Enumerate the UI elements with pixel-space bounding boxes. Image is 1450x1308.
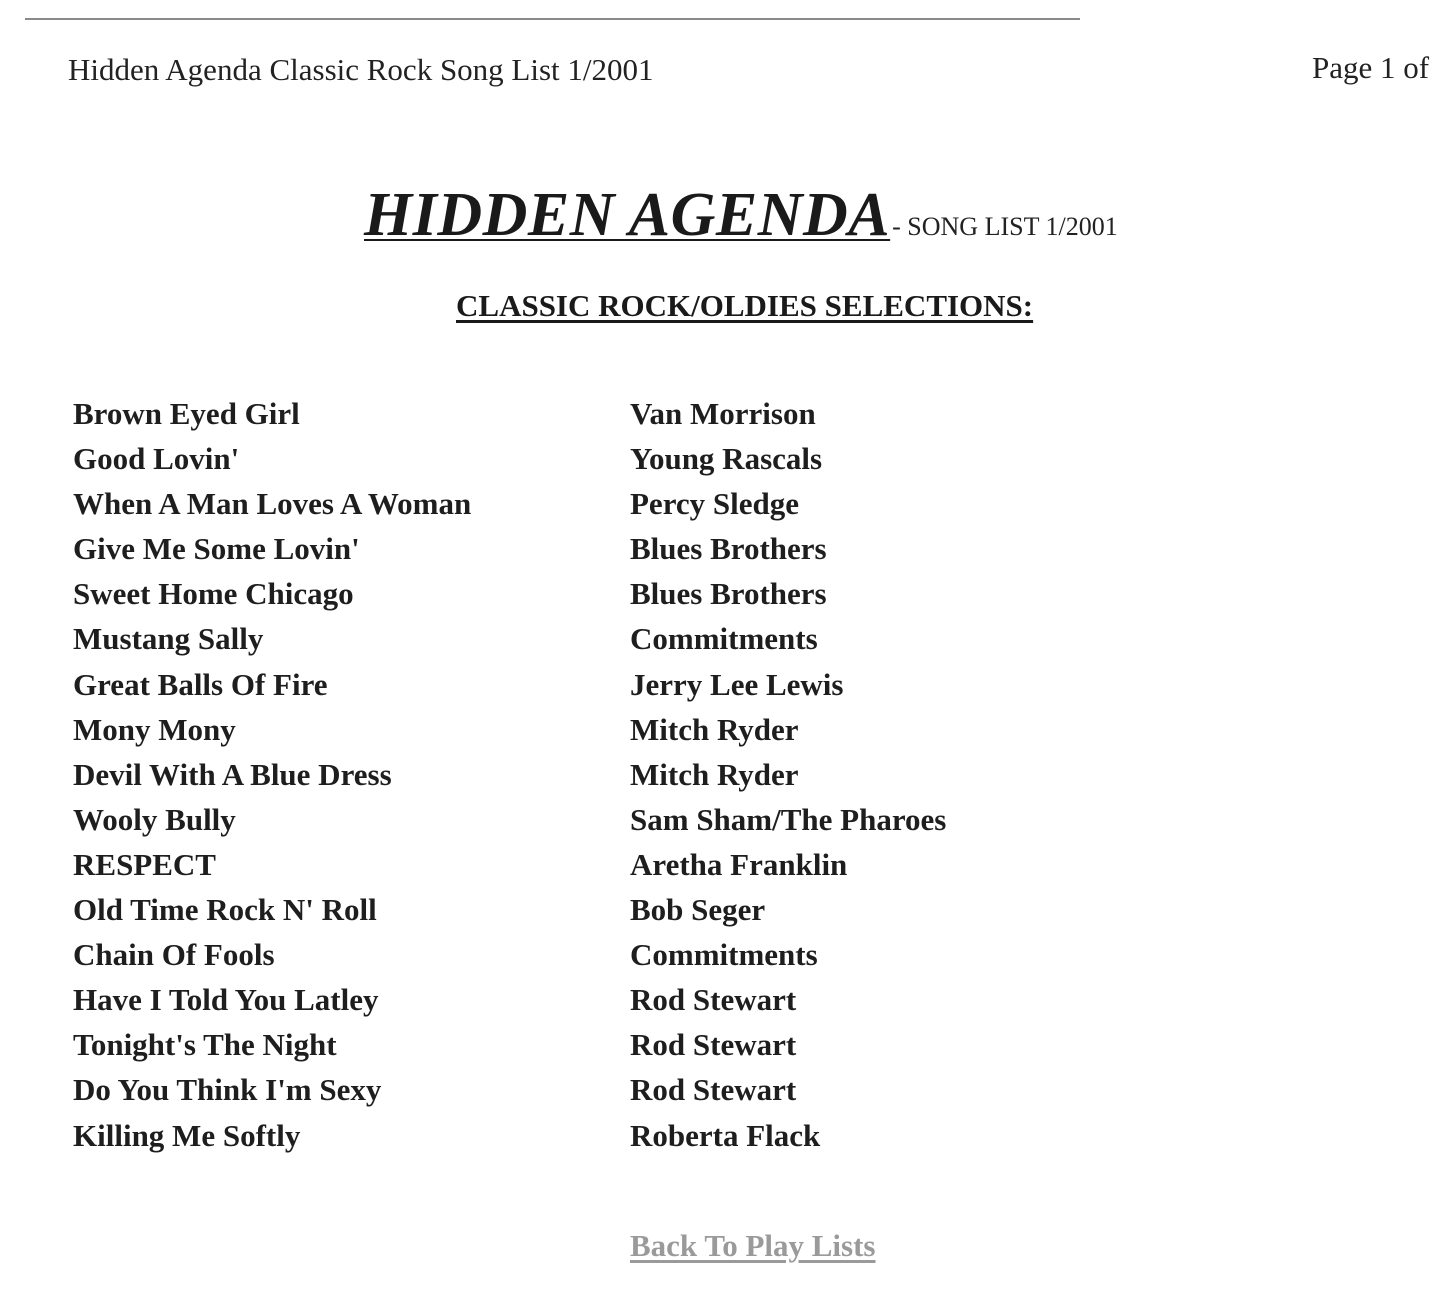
song-row bbox=[73, 802, 1073, 847]
song-row bbox=[73, 396, 1073, 441]
song-title: Do You Think I'm Sexy bbox=[73, 1072, 382, 1108]
page-title bbox=[364, 180, 1118, 251]
song-artist: Sam Sham/The Pharoes bbox=[630, 801, 947, 837]
band-name-title: HIDDEN AGENDA bbox=[364, 181, 891, 249]
song-title: Sweet Home Chicago bbox=[73, 576, 354, 612]
song-title: Wooly Bully bbox=[73, 801, 236, 837]
song-title: RESPECT bbox=[73, 846, 216, 882]
song-title: Great Balls Of Fire bbox=[73, 666, 328, 702]
song-title: Good Lovin' bbox=[73, 441, 240, 477]
song-artist: Percy Sledge bbox=[630, 486, 800, 522]
song-row bbox=[73, 1118, 1073, 1163]
song-artist: Van Morrison bbox=[630, 396, 816, 431]
song-artist: Aretha Franklin bbox=[630, 846, 848, 882]
song-title: Mustang Sally bbox=[73, 621, 264, 657]
song-row bbox=[73, 576, 1073, 621]
song-title: Give Me Some Lovin' bbox=[73, 531, 360, 567]
back-to-play-lists-link[interactable]: Back To Play Lists bbox=[630, 1228, 876, 1263]
song-row bbox=[73, 1072, 1073, 1117]
song-row bbox=[73, 441, 1073, 486]
song-artist: Roberta Flack bbox=[630, 1117, 821, 1153]
song-title: Old Time Rock N' Roll bbox=[73, 892, 377, 928]
title-subtitle: - SONG LIST 1/2001 bbox=[892, 212, 1118, 241]
song-artist: Blues Brothers bbox=[630, 531, 827, 567]
song-artist: Bob Seger bbox=[630, 892, 766, 928]
song-row bbox=[73, 847, 1073, 892]
song-artist: Rod Stewart bbox=[630, 1027, 797, 1063]
song-artist: Rod Stewart bbox=[630, 982, 797, 1018]
song-row bbox=[73, 892, 1073, 937]
top-divider bbox=[25, 18, 1080, 20]
song-title: Brown Eyed Girl bbox=[73, 396, 300, 431]
song-title: Killing Me Softly bbox=[73, 1117, 301, 1153]
song-title: When A Man Loves A Woman bbox=[73, 486, 472, 522]
page-number: Page 1 of bbox=[1312, 50, 1430, 85]
song-row bbox=[73, 486, 1073, 531]
song-row bbox=[73, 531, 1073, 576]
song-row bbox=[73, 667, 1073, 712]
song-artist: Rod Stewart bbox=[630, 1072, 797, 1108]
song-title: Mony Mony bbox=[73, 711, 236, 747]
song-title: Tonight's The Night bbox=[73, 1027, 337, 1063]
song-row bbox=[73, 621, 1073, 666]
song-artist: Mitch Ryder bbox=[630, 756, 799, 792]
song-artist: Commitments bbox=[630, 621, 818, 657]
song-title: Chain Of Fools bbox=[73, 937, 275, 973]
song-artist: Mitch Ryder bbox=[630, 711, 799, 747]
song-artist: Jerry Lee Lewis bbox=[630, 666, 844, 702]
song-row bbox=[73, 712, 1073, 757]
section-heading: CLASSIC ROCK/OLDIES SELECTIONS: bbox=[456, 288, 1034, 323]
song-list bbox=[73, 396, 1073, 1163]
song-row bbox=[73, 937, 1073, 982]
song-artist: Young Rascals bbox=[630, 441, 823, 477]
song-row bbox=[73, 982, 1073, 1027]
song-artist: Blues Brothers bbox=[630, 576, 827, 612]
song-title: Devil With A Blue Dress bbox=[73, 756, 392, 792]
song-title: Have I Told You Latley bbox=[73, 982, 379, 1018]
song-row bbox=[73, 1027, 1073, 1072]
song-row bbox=[73, 757, 1073, 802]
song-artist: Commitments bbox=[630, 937, 818, 973]
document-header-title: Hidden Agenda Classic Rock Song List 1/2001 bbox=[68, 52, 654, 87]
